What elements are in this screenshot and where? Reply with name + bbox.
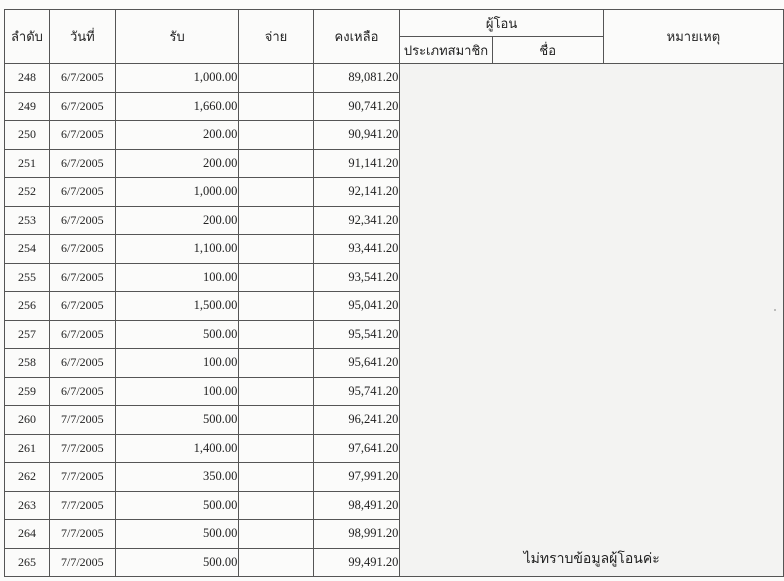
cell-balance: 95,041.20 <box>313 292 400 321</box>
cell-income: 1,500.00 <box>115 292 239 321</box>
cell-expense <box>239 121 313 150</box>
cell-no: 257 <box>5 320 50 349</box>
cell-income: 1,100.00 <box>115 235 239 264</box>
cell-balance: 97,641.20 <box>313 434 400 463</box>
cell-date: 7/7/2005 <box>49 548 115 577</box>
cell-no: 263 <box>5 491 50 520</box>
cell-balance: 98,491.20 <box>313 491 400 520</box>
ledger-table <box>4 9 784 577</box>
cell-date: 6/7/2005 <box>49 206 115 235</box>
cell-no: 249 <box>5 92 50 121</box>
table-row <box>5 64 784 93</box>
cell-date: 7/7/2005 <box>49 520 115 549</box>
cell-balance: 95,641.20 <box>313 349 400 378</box>
remark-note: ไม่ทราบข้อมูลผู้โอนค่ะ <box>523 552 660 567</box>
cell-balance: 92,141.20 <box>313 178 400 207</box>
cell-income: 500.00 <box>115 491 239 520</box>
header-member-type: ประเภทสมาชิก <box>400 37 492 64</box>
cell-income: 100.00 <box>115 263 239 292</box>
cell-expense <box>239 149 313 178</box>
cell-income: 1,000.00 <box>115 178 239 207</box>
cell-expense <box>239 520 313 549</box>
header-income: รับ <box>115 10 239 64</box>
cell-date: 7/7/2005 <box>49 434 115 463</box>
cell-income: 350.00 <box>115 463 239 492</box>
cell-balance: 95,541.20 <box>313 320 400 349</box>
cell-balance: 89,081.20 <box>313 64 400 93</box>
cell-expense <box>239 548 313 577</box>
scan-speck <box>774 309 776 311</box>
cell-balance: 90,741.20 <box>313 92 400 121</box>
cell-no: 265 <box>5 548 50 577</box>
cell-no: 264 <box>5 520 50 549</box>
cell-no: 262 <box>5 463 50 492</box>
header-transferor: ผู้โอน <box>400 10 603 37</box>
cell-expense <box>239 235 313 264</box>
cell-balance: 96,241.20 <box>313 406 400 435</box>
cell-expense <box>239 491 313 520</box>
cell-income: 100.00 <box>115 349 239 378</box>
header-expense: จ่าย <box>239 10 313 64</box>
cell-income: 200.00 <box>115 149 239 178</box>
cell-balance: 91,141.20 <box>313 149 400 178</box>
cell-no: 256 <box>5 292 50 321</box>
cell-income: 200.00 <box>115 121 239 150</box>
cell-date: 6/7/2005 <box>49 178 115 207</box>
cell-expense <box>239 463 313 492</box>
header-name: ชื่อ <box>492 37 603 64</box>
cell-date: 6/7/2005 <box>49 149 115 178</box>
cell-balance: 90,941.20 <box>313 121 400 150</box>
cell-no: 260 <box>5 406 50 435</box>
cell-date: 6/7/2005 <box>49 121 115 150</box>
cell-expense <box>239 178 313 207</box>
cell-expense <box>239 263 313 292</box>
cell-no: 261 <box>5 434 50 463</box>
cell-balance: 93,441.20 <box>313 235 400 264</box>
cell-no: 259 <box>5 377 50 406</box>
cell-date: 6/7/2005 <box>49 377 115 406</box>
cell-income: 500.00 <box>115 320 239 349</box>
cell-expense <box>239 206 313 235</box>
cell-no: 253 <box>5 206 50 235</box>
header-no: ลำดับ <box>5 10 50 64</box>
header-date: วันที่ <box>49 10 115 64</box>
cell-expense <box>239 292 313 321</box>
cell-date: 7/7/2005 <box>49 463 115 492</box>
cell-balance: 97,991.20 <box>313 463 400 492</box>
cell-date: 6/7/2005 <box>49 292 115 321</box>
cell-income: 500.00 <box>115 406 239 435</box>
cell-date: 6/7/2005 <box>49 92 115 121</box>
cell-no: 254 <box>5 235 50 264</box>
cell-balance: 93,541.20 <box>313 263 400 292</box>
cell-date: 7/7/2005 <box>49 406 115 435</box>
cell-income: 1,660.00 <box>115 92 239 121</box>
transferor-remarks-area <box>400 64 784 577</box>
cell-no: 248 <box>5 64 50 93</box>
cell-expense <box>239 92 313 121</box>
header-remarks: หมายเหตุ <box>603 10 783 64</box>
cell-balance: 92,341.20 <box>313 206 400 235</box>
cell-expense <box>239 377 313 406</box>
cell-no: 252 <box>5 178 50 207</box>
cell-no: 250 <box>5 121 50 150</box>
cell-expense <box>239 320 313 349</box>
cell-no: 251 <box>5 149 50 178</box>
header-balance: คงเหลือ <box>313 10 400 64</box>
cell-balance: 95,741.20 <box>313 377 400 406</box>
cell-income: 1,400.00 <box>115 434 239 463</box>
cell-date: 6/7/2005 <box>49 235 115 264</box>
cell-balance: 99,491.20 <box>313 548 400 577</box>
cell-income: 500.00 <box>115 548 239 577</box>
cell-date: 6/7/2005 <box>49 263 115 292</box>
cell-no: 258 <box>5 349 50 378</box>
cell-date: 6/7/2005 <box>49 320 115 349</box>
cell-income: 200.00 <box>115 206 239 235</box>
cell-income: 1,000.00 <box>115 64 239 93</box>
ledger-body <box>5 64 784 577</box>
cell-expense <box>239 406 313 435</box>
cell-date: 6/7/2005 <box>49 349 115 378</box>
cell-income: 100.00 <box>115 377 239 406</box>
cell-date: 7/7/2005 <box>49 491 115 520</box>
cell-expense <box>239 64 313 93</box>
cell-expense <box>239 349 313 378</box>
cell-income: 500.00 <box>115 520 239 549</box>
cell-expense <box>239 434 313 463</box>
cell-date: 6/7/2005 <box>49 64 115 93</box>
cell-balance: 98,991.20 <box>313 520 400 549</box>
cell-no: 255 <box>5 263 50 292</box>
